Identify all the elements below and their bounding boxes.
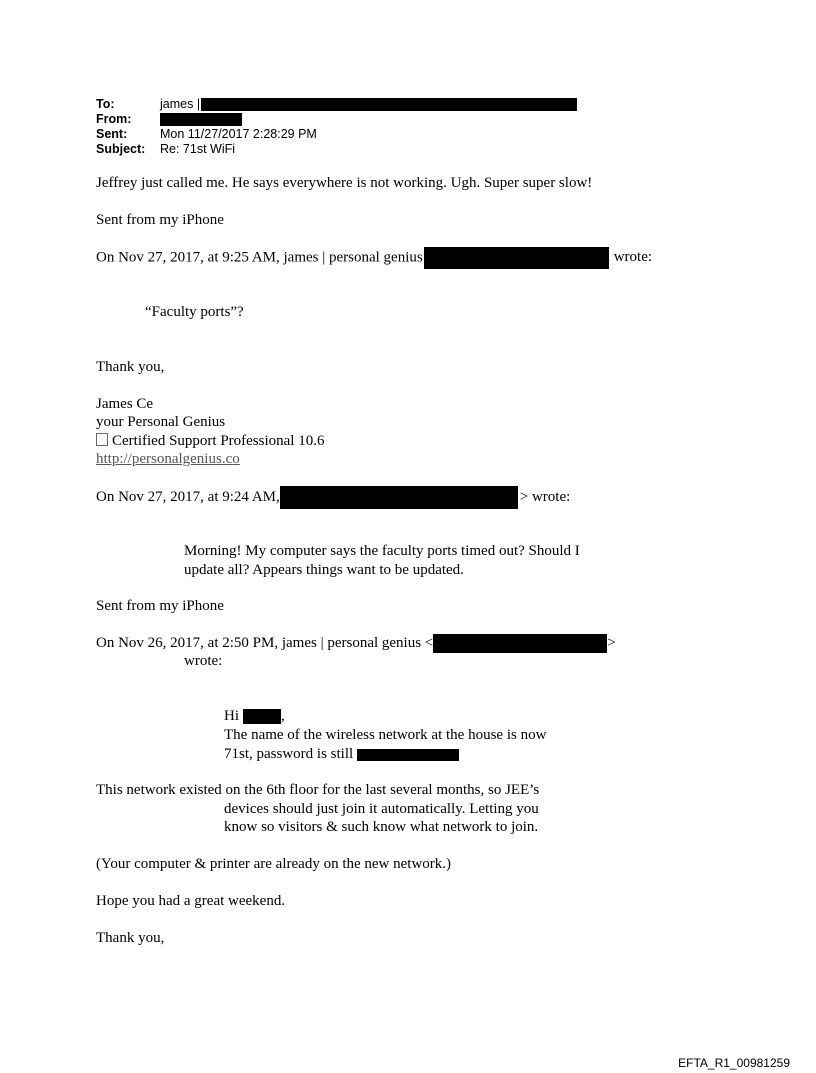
quote-header-3 (96, 634, 616, 653)
wireless-line-2 (224, 745, 459, 763)
quote-header-2-suffix: > wrote: (519, 488, 571, 505)
weekend-line: Hope you had a great weekend. (96, 893, 286, 909)
redaction-block (357, 749, 459, 761)
greeting-comma: , (281, 708, 285, 724)
signature-name: James Ce (96, 396, 154, 412)
apple-logo-icon (96, 433, 108, 446)
signature-cert-line (96, 432, 324, 450)
signature-cert: Certified Support Professional 10.6 (112, 433, 325, 449)
morning-line-2: update all? Appears things want to be updated. (184, 562, 464, 578)
thank-you-1: Thank you, (96, 359, 165, 375)
redaction-block (160, 113, 242, 126)
to-label: To: (96, 97, 115, 111)
header-from-row (96, 112, 242, 127)
from-label: From: (96, 112, 132, 126)
quote-header-2 (96, 486, 570, 509)
thank-you-2: Thank you, (96, 930, 165, 946)
quote-header-3-tail: > (607, 635, 616, 651)
subject-label: Subject: (96, 142, 146, 156)
quote-header-1-prefix: On Nov 27, 2017, at 9:25 AM, james | personal genius (96, 249, 423, 266)
sent-from-iphone-2: Sent from my iPhone (96, 598, 224, 614)
header-to-row (96, 97, 577, 112)
signature-link[interactable]: http://personalgenius.co (96, 451, 240, 467)
quote-header-3-prefix: On Nov 26, 2017, at 2:50 PM, james | personal genius < (96, 635, 434, 651)
header-sent-row (96, 127, 317, 142)
sent-label: Sent: (96, 127, 128, 141)
redaction-block (280, 486, 518, 509)
printer-line: (Your computer & printer are already on the new network.) (96, 856, 452, 872)
quote-header-3-wrote: wrote: (184, 653, 223, 669)
sent-value: Mon 11/27/2017 2:28:29 PM (160, 127, 317, 141)
quote-header-1-suffix: wrote: (613, 249, 653, 266)
wireless-password-text: 71st, password is still (224, 746, 354, 762)
wireless-line-1: The name of the wireless network at the house is now (224, 727, 547, 743)
greeting-hi: Hi (224, 708, 239, 724)
network-line-2: devices should just join it automatically. Letting you (224, 801, 539, 817)
morning-line-1: Morning! My computer says the faculty ports timed out? Should I (184, 543, 580, 559)
quote-header-1 (96, 247, 652, 269)
greeting-line (224, 707, 285, 725)
subject-value: Re: 71st WiFi (160, 142, 236, 156)
quote-header-2-prefix: On Nov 27, 2017, at 9:24 AM, (96, 488, 280, 505)
redaction-block (433, 634, 607, 653)
document-id: EFTA_R1_00981259 (678, 1056, 790, 1070)
faculty-ports-quote: “Faculty ports”? (145, 304, 244, 320)
redaction-block (243, 709, 281, 724)
network-line-1: This network existed on the 6th floor for the last several months, so JEE’s (96, 782, 540, 798)
network-line-3: know so visitors & such know what network to join. (224, 819, 539, 835)
signature-title: your Personal Genius (96, 414, 226, 430)
body-line-jeffrey: Jeffrey just called me. He says everywhere is not working. Ugh. Super super slow! (96, 175, 593, 191)
redaction-block (424, 247, 609, 269)
redaction-block (201, 98, 577, 111)
to-value: james | (160, 97, 201, 111)
sent-from-iphone-1: Sent from my iPhone (96, 212, 224, 228)
header-subject-row (96, 142, 235, 157)
